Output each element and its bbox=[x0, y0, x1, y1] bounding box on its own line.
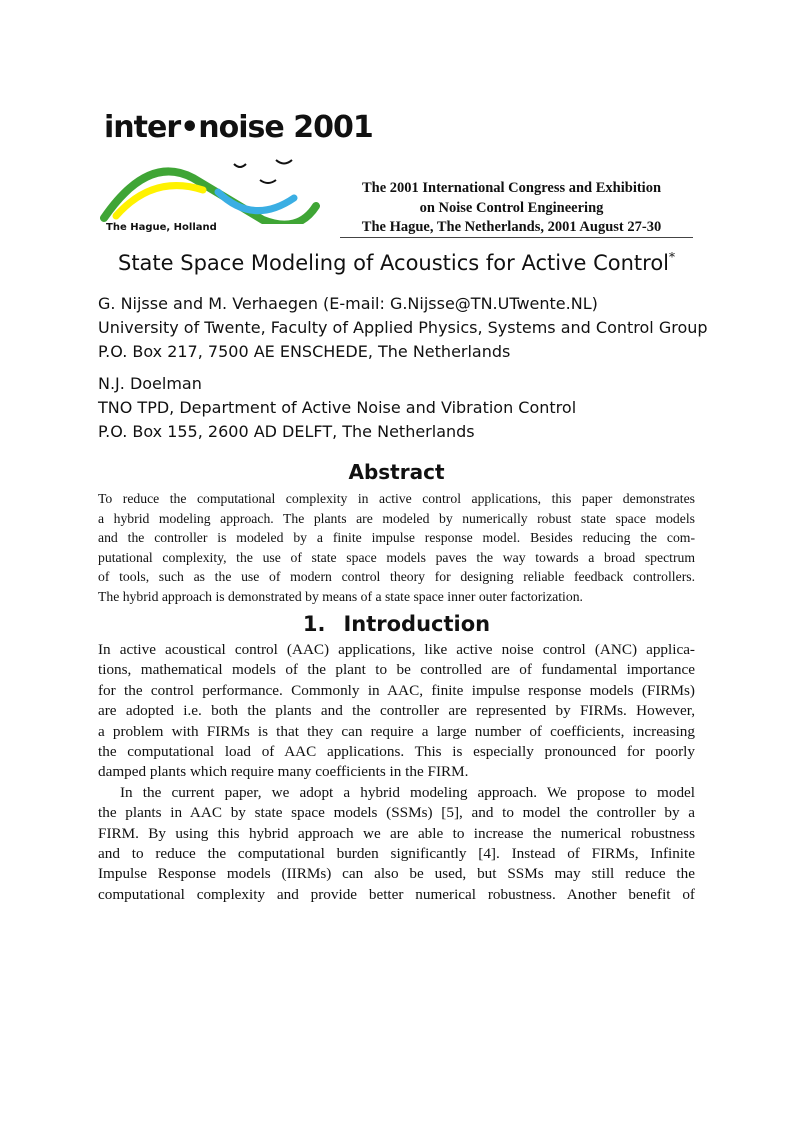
section-heading bbox=[0, 612, 793, 636]
logo-location: The Hague, Holland bbox=[106, 222, 217, 233]
abstract-line: The hybrid approach is demonstrated by means of a state space inner outer factorization. bbox=[98, 588, 583, 604]
body-line: and to reduce the computational burden significantly [4]. Instead of FIRMs, Infinite bbox=[98, 844, 695, 862]
body-line: FIRM. By using this hybrid approach we are able to increase the numerical robustness bbox=[98, 824, 695, 842]
body-line: In active acoustical control (AAC) applications, like active noise control (ANC) applica- bbox=[98, 641, 695, 658]
logo-wordmark: inter•noise 2001 bbox=[104, 110, 373, 145]
logo-waves-graphic bbox=[98, 154, 328, 224]
body-line: damped plants which require many coefficients in the FIRM. bbox=[98, 763, 469, 781]
abstract-text bbox=[98, 489, 695, 607]
body-line: computational complexity and provide better numerical robustness. Another benefit of bbox=[98, 885, 695, 903]
affiliation-line: TNO TPD, Department of Active Noise and Vibration Control bbox=[98, 398, 577, 417]
logo-smile-2 bbox=[260, 180, 276, 183]
body-line: Impulse Response models (IIRMs) can also be used, but SSMs may still reduce the bbox=[98, 865, 695, 883]
address-line: P.O. Box 155, 2600 AD DELFT, The Netherlands bbox=[98, 422, 475, 441]
body-line: a problem with FIRMs is that they can require a large number of coefficients, increasing bbox=[98, 722, 695, 740]
paper-title bbox=[0, 250, 793, 275]
address-line: P.O. Box 217, 7500 AE ENSCHEDE, The Netherlands bbox=[98, 342, 511, 361]
abstract-line: and the controller is modeled by a finite impulse response model. Besides reducing the com- bbox=[98, 530, 695, 546]
abstract-line: To reduce the computational complexity in active control applications, this paper demonstrates bbox=[98, 491, 695, 506]
abstract-line: a hybrid modeling approach. The plants are modeled by numerically robust state space models bbox=[98, 510, 695, 526]
section-title: Introduction bbox=[343, 612, 491, 636]
conference-logo bbox=[98, 110, 373, 240]
title-footnote-mark: * bbox=[669, 250, 675, 264]
body-line: In the current paper, we adopt a hybrid modeling approach. We propose to model bbox=[120, 783, 695, 801]
logo-blue-wave bbox=[218, 192, 294, 211]
conference-line-1: The 2001 International Congress and Exhibition bbox=[361, 180, 662, 196]
conference-info bbox=[330, 179, 693, 238]
author-line: N.J. Doelman bbox=[98, 374, 202, 393]
section-number: 1. bbox=[302, 612, 326, 636]
abstract-line: of tools, such as the use of modern control theory for designing reliable feedback controllers. bbox=[98, 569, 695, 585]
body-line: for the control performance. Commonly in AAC, finite impulse response models (FIRMs) bbox=[98, 681, 695, 699]
body-line: the computational load of AAC applications. This is especially pronounced for poorly bbox=[98, 742, 695, 760]
paper-title-text: State Space Modeling of Acoustics for Active Control bbox=[117, 251, 669, 275]
author-block bbox=[98, 292, 708, 444]
abstract-line: putational complexity, the use of state space models paves the way towards a broad spectrum bbox=[98, 549, 695, 565]
conference-line-2: on Noise Control Engineering bbox=[419, 199, 604, 216]
body-line: tions, mathematical models of the plant to be controlled are of fundamental importance bbox=[98, 661, 695, 679]
body-line: the plants in AAC by state space models (SSMs) [5], and to model the controller by a bbox=[98, 804, 695, 822]
logo-smile-3 bbox=[276, 160, 292, 164]
affiliation-line: University of Twente, Faculty of Applied Physics, Systems and Control Group bbox=[98, 318, 708, 337]
author-line: G. Nijsse and M. Verhaegen (E-mail: G.Nijsse@TN.UTwente.NL) bbox=[98, 294, 598, 313]
conference-line-3: The Hague, The Netherlands, 2001 August 27-30 bbox=[361, 219, 662, 235]
header-divider bbox=[340, 237, 693, 238]
logo-smile-1 bbox=[234, 164, 246, 167]
introduction-text bbox=[98, 640, 695, 905]
abstract-heading: Abstract bbox=[348, 460, 445, 484]
body-line: are adopted i.e. both the plants and the controller are represented by FIRMs. However, bbox=[98, 702, 695, 720]
